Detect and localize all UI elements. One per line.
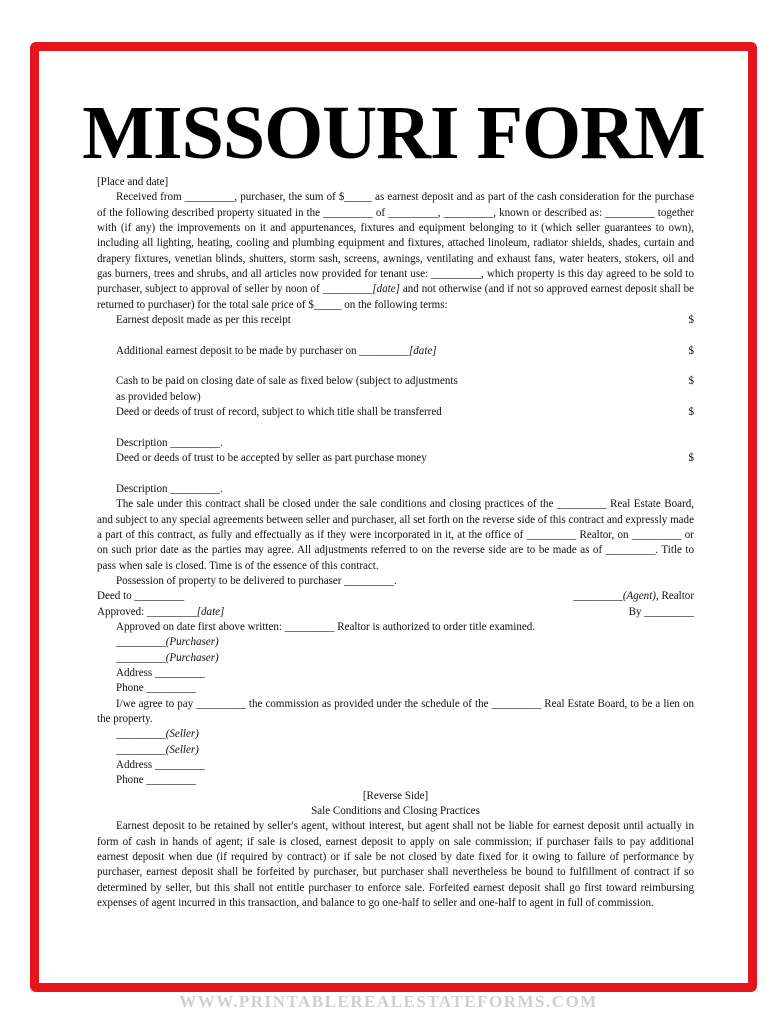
purchaser-address: Address _________ [116, 667, 205, 679]
seller-phone: Phone _________ [116, 774, 197, 787]
term-additional: Additional earnest deposit to be made by purchaser on _________[date] $ [97, 344, 694, 359]
reverse-side-heading: [Reverse Side] [362, 789, 429, 802]
form-body [97, 175, 694, 912]
term-earnest: Earnest deposit made as per this receipt $ [97, 313, 694, 328]
description-1: Description _________. [116, 436, 223, 449]
place-date: [Place and date] [97, 176, 169, 188]
dollar-sign: $ [688, 375, 694, 388]
form-title: MISSOURI FORM [82, 91, 705, 175]
sale-conditions-paragraph: Earnest deposit to be retained by seller's agent, without interest, but agent shall not be liable for earnest deposit until actually in form of cash in hands of agent; if sale is closed, earnest deposit to apply on sale commission; if purchaser fails to pay additional earnest deposit when due (if required by contract) or if sale be not closed by date fixed for it owing to failure of performance by purchaser, earnest deposit shall be forfeited by purchaser, but purchaser shall nevertheless be bound to fulfillment of contract if so determined by seller, but this shall not entitle purchaser to enforce sale. Forfeited earnest deposit shall go first toward reimbursing expenses of agent incurred in this transaction, and balance to go one-half to seller and one-half to agent in full of commission. [97, 820, 694, 910]
intro-paragraph: Received from _________, purchaser, the sum of $_____ as earnest deposit and as part of the cash consideration for the purchase of the following described property situated in the _________ of _________, _________, known or described as: _________ together with (if any) the improvements on it and appurtenances, fixtures and equipment belonging to it (which seller guarantees to own), including all lighting, heating, cooling and plumbing equipment and fixtures, attached linoleum, radiator shields, shades, curtain and drapery fixtures, venetian blinds, shutters, storm sash, screens, awnings, ventilating and exhaust fans, water heaters, stokers, oil and gas burners, trees and shrubs, and all articles now provided for tenant use: _________, which property is this day agreed to be sold to purchaser, subject to approval of seller by noon of _________[date] and not otherwise (and if not so approved earnest deposit shall be returned to purchaser) for the total sale price of $_____ on the following terms: [97, 191, 694, 311]
dollar-sign: $ [688, 452, 694, 465]
possession-line: Possession of property to be delivered to purchaser _________. [116, 574, 397, 587]
document-frame [30, 42, 757, 992]
purchaser-signature-2: _________(Purchaser) [116, 651, 219, 664]
term-cash-cont: as provided below) [116, 390, 201, 403]
dollar-sign: $ [688, 314, 694, 327]
dollar-sign: $ [688, 344, 694, 357]
closing-paragraph: The sale under this contract shall be closed under the sale conditions and closing practices of the _________ Real Estate Board, and subject to any special agreements between seller and purchaser, all set forth on the reverse side of this contract and expressly made a part of this contract, as fully and effectually as if they were incorporated in it, at the office of _________ Realtor, on _________ or on such prior date as the parties may agree. All adjustments referred to on the reverse side are to be made as of _________. Title to pass when sale is closed. Time is of the essence of this contract. [97, 498, 694, 572]
commission-paragraph: I/we agree to pay _________ the commission as provided under the schedule of the _________ Real Estate Board, to be a lien on the property. [97, 697, 694, 726]
description-2: Description _________. [116, 482, 223, 495]
seller-signature-1: _________(Seller) [116, 728, 199, 741]
seller-signature-2: _________(Seller) [116, 743, 199, 756]
dollar-sign: $ [688, 406, 694, 419]
footer-website: WWW.PRINTABLEREALESTATEFORMS.COM [179, 992, 598, 1011]
purchaser-signature-1: _________(Purchaser) [116, 636, 219, 649]
intro-date: [date] [372, 283, 400, 296]
sale-conditions-heading: Sale Conditions and Closing Practices [311, 805, 480, 818]
purchaser-phone: Phone _________ [116, 682, 197, 695]
term-cash: Cash to be paid on closing date of sale as fixed below (subject to adjustments $ [97, 374, 694, 389]
deed-to-row: Deed to _________ _________(Agent), Realtor [97, 590, 694, 603]
term-deed-accepted: Deed or deeds of trust to be accepted by seller as part purchase money $ [97, 451, 694, 466]
term-deed-record: Deed or deeds of trust of record, subject to which title shall be transferred $ [97, 405, 694, 420]
approved-row: Approved: _________[date] By _________ [97, 605, 694, 618]
seller-address: Address _________ [116, 759, 205, 772]
approved-line: Approved on date first above written: _________ Realtor is authorized to order title examined. [116, 620, 536, 633]
